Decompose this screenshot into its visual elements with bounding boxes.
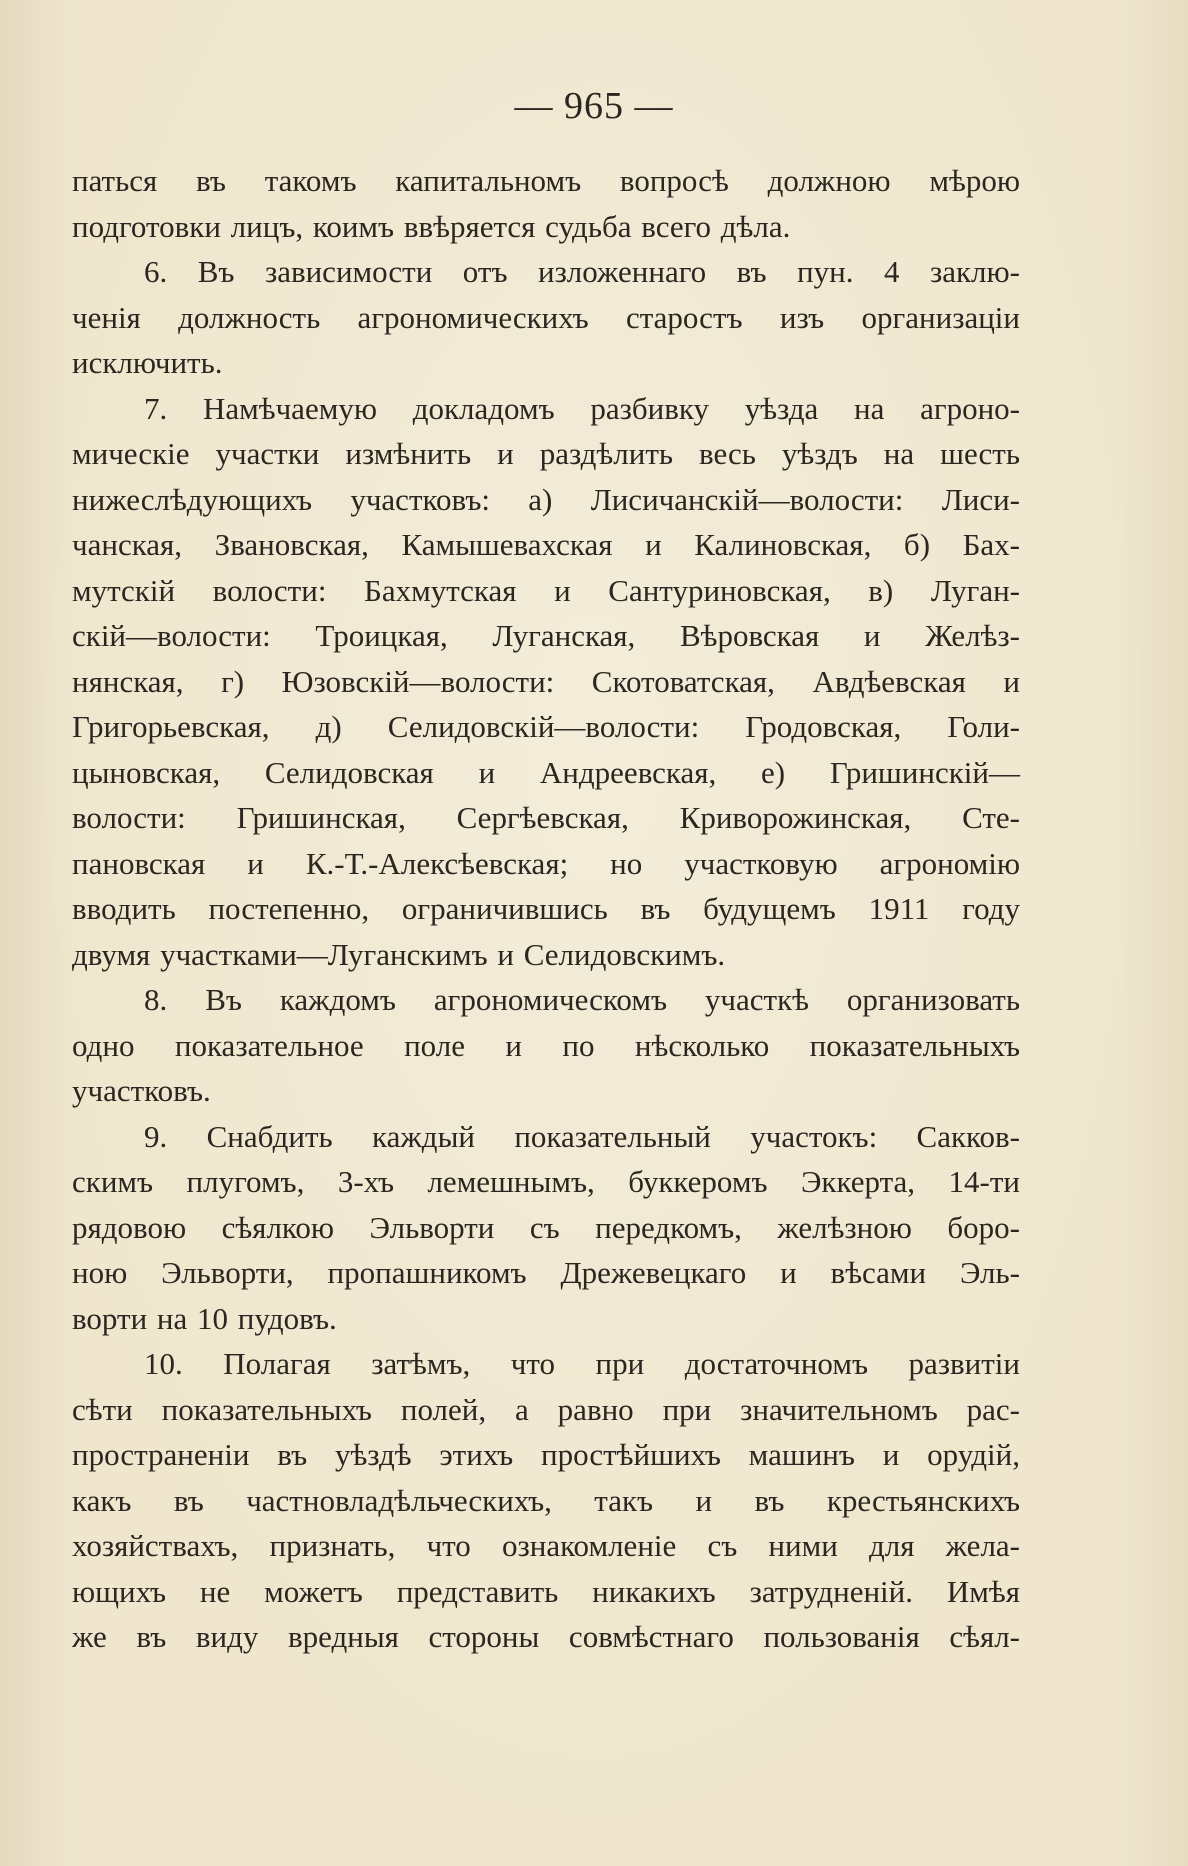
text-line: 9. Снабдить каждый показательный участокъ: Сакков- [144, 1118, 1020, 1154]
text-line: подготовки лицъ, коимъ ввѣряется судьба всего дѣла. [72, 208, 791, 244]
text-line: чанская, Звановская, Камышевахская и Калиновская, б) Бах- [72, 527, 1020, 562]
text-line: вводить постепенно, ограничившись въ будущемъ 1911 году [72, 891, 1020, 926]
text-line: хозяйствахъ, признать, что ознакомленіе съ ними для жела- [72, 1528, 1020, 1563]
text-line: паться въ такомъ капитальномъ вопросѣ должною мѣрою [72, 163, 1020, 198]
paragraph-10 [72, 1341, 1020, 1660]
text-line: участковъ. [72, 1073, 211, 1108]
paragraph-9 [72, 1114, 1020, 1342]
paragraph-8 [72, 977, 1020, 1114]
paragraph-6 [72, 249, 1020, 386]
text-line: пространеніи въ уѣздѣ этихъ простѣйшихъ машинъ и орудій, [72, 1437, 1020, 1472]
paragraph-7 [72, 386, 1020, 978]
text-line: нижеслѣдующихъ участковъ: а) Лисичанскій—волости: Лиси- [72, 481, 1020, 517]
text-line: рядовою сѣялкою Эльворти съ передкомъ, желѣзною боро- [72, 1209, 1020, 1245]
text-line: исключить. [72, 345, 223, 380]
text-line: волости: Гришинская, Сергѣевская, Криворожинская, Сте- [72, 800, 1020, 835]
text-line: какъ въ частновладѣльческихъ, такъ и въ крестьянскихъ [72, 1482, 1020, 1518]
text-line: двумя участками—Луганскимъ и Селидовскимъ. [72, 936, 726, 972]
text-line: пановская и К.-Т.-Алексѣевская; но участковую агрономію [72, 845, 1020, 881]
text-line: одно показательное поле и по нѣсколько показательныхъ [72, 1027, 1020, 1063]
text-line: 8. Въ каждомъ агрономическомъ участкѣ организовать [144, 982, 1020, 1017]
text-line: мутскій волости: Бахмутская и Сантуриновская, в) Луган- [72, 572, 1020, 608]
text-line: 6. Въ зависимости отъ изложеннаго въ пун. 4 заклю- [144, 254, 1020, 289]
text-line: ченія должность агрономическихъ старостъ изъ организаціи [72, 299, 1020, 335]
paragraph-continuation [72, 158, 1020, 249]
text-line: ворти на 10 пудовъ. [72, 1300, 337, 1336]
text-line: 10. Полагая затѣмъ, что при достаточномъ развитіи [144, 1346, 1020, 1381]
text-line: ною Эльворти, пропашникомъ Дрежевецкаго и вѣсами Эль- [72, 1255, 1020, 1290]
text-line: цыновская, Селидовская и Андреевская, е) Гришинскій— [72, 754, 1020, 790]
text-line: ющихъ не можетъ представить никакихъ затрудненій. Имѣя [72, 1573, 1020, 1609]
body-text [72, 158, 1020, 1660]
text-line: скій—волости: Троицкая, Луганская, Вѣровская и Желѣз- [72, 618, 1020, 653]
text-line: 7. Намѣчаемую докладомъ разбивку уѣзда на агроно- [144, 390, 1020, 426]
text-line: мическіе участки измѣнить и раздѣлить весь уѣздъ на шесть [72, 436, 1020, 471]
text-line: же въ виду вредныя стороны совмѣстнаго пользованія сѣял- [72, 1619, 1020, 1654]
page-number: — 965 — [514, 85, 674, 127]
text-line: скимъ плугомъ, 3-хъ лемешнымъ, буккеромъ Эккерта, 14-ти [72, 1164, 1020, 1199]
text-line: нянская, г) Юзовскій—волости: Скотоватская, Авдѣевская и [72, 663, 1020, 699]
text-line: сѣти показательныхъ полей, а равно при значительномъ рас- [72, 1391, 1020, 1427]
text-line: Григорьевская, д) Селидовскій—волости: Гродовская, Голи- [72, 709, 1020, 744]
